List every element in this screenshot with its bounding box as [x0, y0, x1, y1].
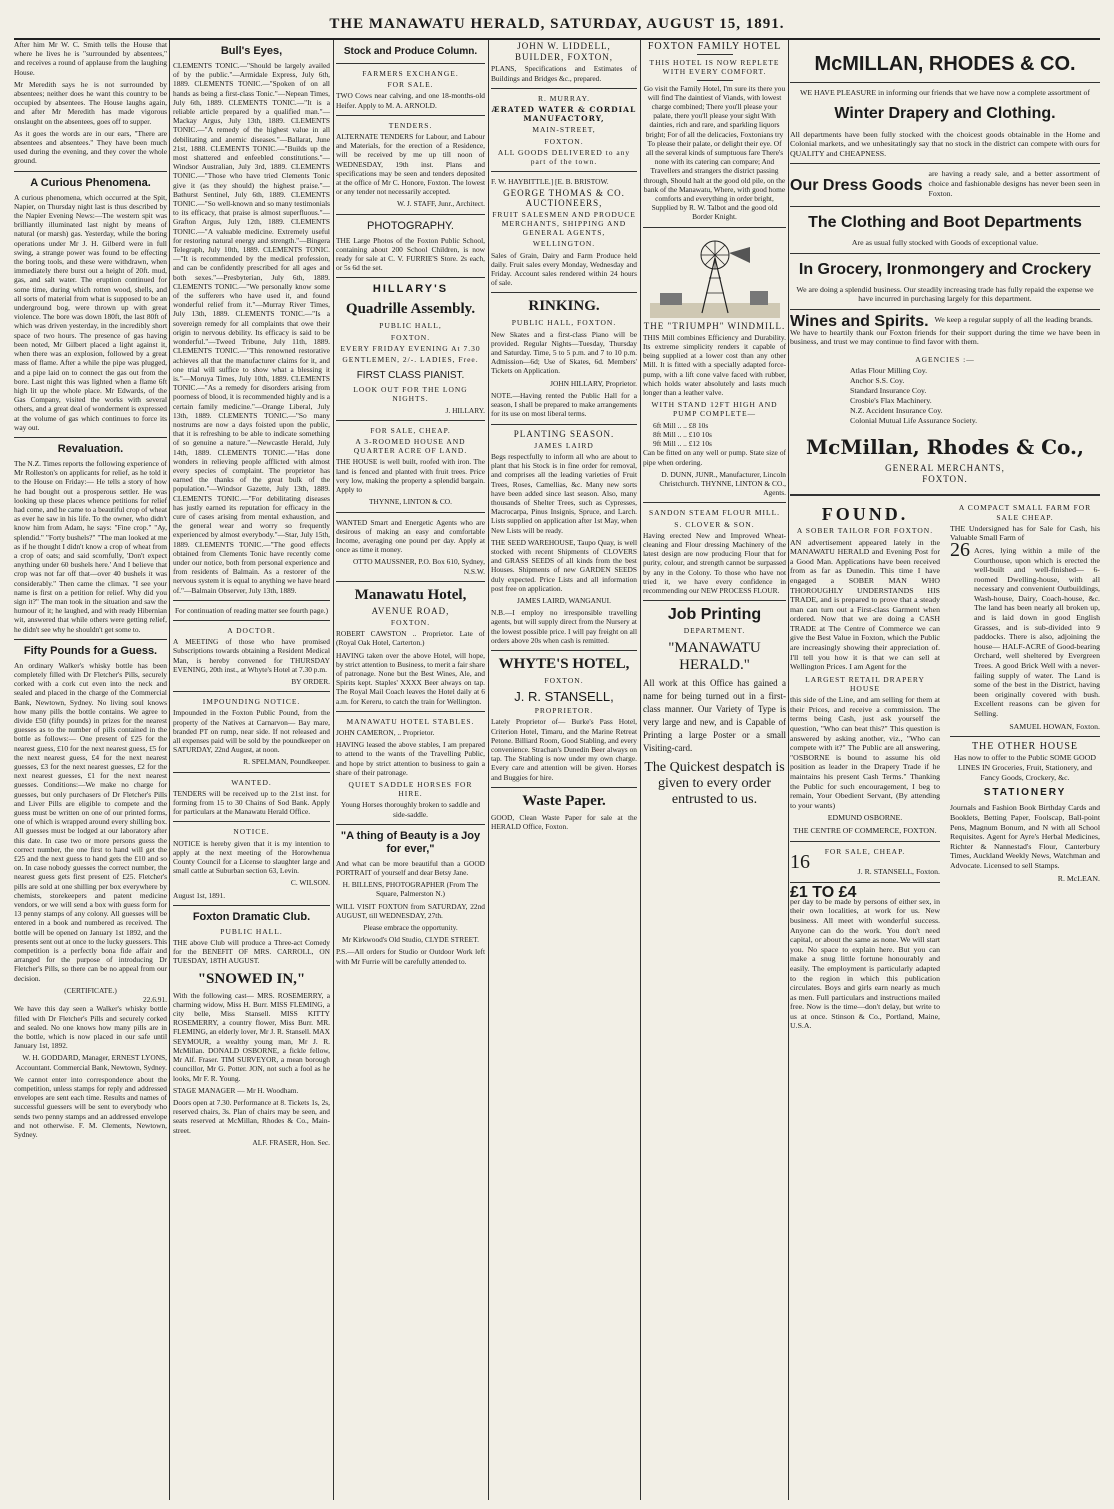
column-4	[491, 40, 637, 1502]
divider	[491, 171, 637, 172]
farmers-exchange: FARMERS EXCHANGE.	[362, 69, 459, 78]
divider	[173, 905, 330, 906]
divider	[336, 711, 485, 712]
agency-item: N.Z. Accident Insurance Coy.	[850, 405, 943, 415]
auctioneers-body: Sales of Grain, Dairy and Farm Produce held daily. Fruit sales every Monday, Wednesday and Friday. Account sales rendered within 24 hours of sale.	[491, 250, 637, 288]
billens-visit: WILL VISIT FOXTON from SATURDAY, 22nd AUGUST, till WEDNESDAY, 27th.	[336, 901, 485, 920]
main-street: MAIN-STREET,	[532, 125, 596, 135]
auctioneers-sub: FRUIT SALESMEN AND PRODUCE MERCHANTS, SHIPPING AND GENERAL AGENTS,	[492, 209, 636, 238]
farm-heading: A COMPACT SMALL FARM FOR SALE CHEAP.	[958, 503, 1092, 522]
wines-side: We keep a regular supply of all the leading brands.	[934, 314, 1093, 324]
certificate-date: 22.6.91.	[142, 995, 167, 1005]
divider	[643, 502, 786, 503]
revaluation-body: The N.Z. Times reports the following experience of Mr Rolleston's on applicants for relief, as he told it to the House on Friday:— He tells a story of how he had bought out a prosperous settler. He was looking up these places whence petitions for relief had come, and he came to a beautiful crop of wheat as ever he saw in his life. To the owner, who didn't know him from Adam, he says: "Fine crop." "Ay, splendid." "Forty bushels?" "The man looked at me as if he thought I didn't know a crop of wheat from a crop of oats; and said scornfully, 'Don't expect anything under 60 bushels here.' And I believe that crop was not far off that—over 40 bushels it was considerably." Then came the climax. "I see your name is first on a petition for relief. Why did you sign it?" The man took in the situation and saw the humour of it; he laughed, and with ready Hibernian wit, answered that while others were getting relief, he didn't see why he shouldn't get some to.	[14, 458, 167, 634]
sandon-body: Having erected New and Improved Wheat-cleaning and Flour dressing Machinery of the latest design are now producing Flour that for purity, colour, and strength cannot be surpassed by any in the Colony. To those who have not tried it, we have every confidence in recommending our NEW PROCESS FLOUR.	[643, 530, 786, 595]
rinking-body: New Skates and a first-class Piano will be provided. Regular Nights—Tuesday, Thursday and Saturday. Time, 5 to 5 p.m. and 7 to 10 p.m. Admission—6d; Use of Skates, 6d. Members' Tickets on Application.	[491, 329, 637, 376]
mill-fitted: Can be fitted on any well or pump. State size of pipe when ordering.	[643, 448, 786, 467]
divider	[697, 80, 733, 81]
article-goes-on: As it goes the words are in our ears, "There are absentees and absentees." They have been much used during the evening, and they cover the whole ground.	[14, 128, 167, 166]
largest-drapery: LARGEST RETAIL DRAPERY HOUSE	[805, 674, 925, 694]
divider	[173, 620, 330, 621]
tenders-heading: TENDERS.	[388, 120, 433, 130]
divider	[491, 88, 637, 89]
auctioneers-names: F. W. HAYBITTLE.] [E. B. BRISTOW.	[491, 177, 609, 187]
divider	[643, 227, 786, 228]
certificate-signature: W. H. GODDARD, Manager, ERNEST LYONS, Accountant. Commercial Bank, Newtown, Sydney.	[15, 1053, 167, 1072]
mcmillan-intro: WE HAVE PLEASURE in informing our friends that we have now a complete assortment of	[799, 88, 1090, 97]
found-body-2: this side of the Line, and am selling for them at their Prices, and receive a commission. The terms being Cash, just ask yourself the question, "Who can beat this?" This question is answered by asking another, viz., "Who can compete with it?" The Public are all answering, "OSBORNE is bound to assume his old position as leader in the Drapery Trade if he maintains his present Cash Terms." Thanking the Public for such encouragement, I beg to remain, Your Obedient Servant, (By attending to your wants)	[790, 695, 940, 810]
wanted-body: TENDERS will be received up to the 21st inst. for forming from 15 to 30 Chains of Sod Bank. Apply for particulars at the Manawatu Herald Office.	[173, 788, 330, 817]
stables-body: HAVING leased the above stables, I am prepared to attend to the wants of the Travelling Public, and hope by strict attention to business to gain a share of their patronage.	[336, 740, 485, 777]
hotel-poem: Go visit the Family Hotel, I'm sure its there you will find The daintiest of Viands, with lowest charge combined; There you'll please your palate, there you'll please your sight With dainties, rich and rare, and sparkling liquors bright; For of all the delicacies, Foxtonians try To please their palate, or delight their eye. Of all the several kinds of sumptuous fare There's none with its catering can compare; And Travellers and strangers the district passing through, Should halt at the good old pile, on the bank of the Manawatu, Where, with good home comforts and everything in order bright, Supplied by R. W. Talbot and the good old Border Knight.	[643, 83, 786, 222]
manawatu-hotel-heading: Manawatu Hotel,	[354, 586, 467, 603]
billens-please: Please embrace the opportunity.	[363, 923, 458, 932]
divider	[790, 163, 1100, 164]
continuation-note: For continuation of reading matter see fourth page.)	[174, 605, 329, 615]
divider	[336, 581, 485, 582]
column-divider	[333, 40, 334, 1500]
winter-drapery-heading: Winter Drapery and Clothing.	[834, 104, 1056, 122]
divider	[790, 841, 940, 842]
found-body: AN advertisement appeared lately in the MANAWATU HERALD and Evening Post for a Good Man. Applications have been received from as far as Dunedin. This time I have engaged a SOBER MAN WHO THOROUGHLY UNDERSTANDS HIS TRADE, and is prepared to prove that a steady man can turn out a First-class Garment when ordered. Now that we are doing a CASH TRADE at The Centre of Commerce we can give the Best Value in Foxton, which the Public are increasingly showing their appreciation of. I'll tell you how it is that we can sell at Wellington Prices. I am Agent for the	[790, 537, 940, 672]
phenomena-body: A curious phenomena, which occurred at the Spit, Napier, on Thursday night last is thus described by the Napier Evening News:—The western spit was brilliantly illuminated last night by means of natural (or marsh) gas. Yesterday, while the boring operations under Mr J. H. Gilberd were in full swing, a strange power was found to be effecting the boring tools, and these were withdrawn, when immediately there burst out a height of 20ft. mud, gas, and salt water. The eruption continued for some time, during which rotten wood, shells, and all sorts of material from what is supposed to be an underground bog, were thrown up with great violence. The bore was down 180ft, the last 80ft of which was driven yesterday, in the incredibly short space of two hours. The presence of gas having been noted, Mr Gilbert placed a light against it, when there was an explosion, followed by a great mass of flame. After a while the pipe was plugged, and a pipe laid on to connect the gas out from the bore. Last night this was lighted when a flame 6ft high lit up the whole place. Mr Edwards, of the Gas Company, visited the works with several others, and a great deal of wonderment is expressed at the volume of gas which continues to force its way out.	[14, 192, 167, 432]
impounding-heading: IMPOUNDING NOTICE.	[202, 697, 301, 707]
quadrille-prices: GENTLEMEN, 2/-. LADIES, Free.	[342, 355, 479, 365]
stock-column-heading: Stock and Produce Column.	[343, 46, 478, 57]
dramatic-hall: PUBLIC HALL.	[220, 926, 283, 936]
mill-price-row: 8ft Mill .. .. £10 10s	[653, 429, 712, 439]
dramatic-club-heading: Foxton Dramatic Club.	[192, 910, 311, 923]
divider	[173, 691, 330, 692]
other-house-body: Has now to offer to the Public SOME GOOD LINES IN Groceries, Fruit, Stationery, and Fancy Goods, Crockery, &c.	[954, 753, 1096, 782]
quadrille-heading: Quadrille Assembly.	[345, 301, 476, 318]
divider	[491, 424, 637, 425]
beauty-heading: "A thing of Beauty is a Joy for ever,"	[340, 829, 481, 855]
quadrille-when: EVERY FRIDAY EVENING At 7.30	[340, 343, 481, 353]
osborne-name: EDMUND OSBORNE.	[827, 813, 903, 823]
rinking-heading: RINKING.	[528, 298, 600, 315]
wanted-heading: WANTED.	[231, 777, 272, 787]
doctor-body: A MEETING of those who have promised Subscriptions towards obtaining a Resident Medical Man, is hereby convened for THURSDAY EVENING, 20th inst., at Whyte's Hotel at 7.30 p.m.	[173, 637, 330, 674]
for-sale-cheap: FOR SALE, CHEAP.	[824, 846, 906, 856]
hotel-place: FOXTON.	[390, 617, 431, 627]
column-divider	[788, 40, 789, 1500]
lower-columns	[790, 501, 1100, 1034]
quickest-despatch: The Quickest despatch is given to every order entrusted to us.	[644, 760, 785, 808]
murray-name: R. MURRAY.	[538, 93, 590, 103]
planting-heading: PLANTING SEASON.	[513, 428, 615, 439]
fifty-pounds-heading: Fifty Pounds for a Guess.	[23, 644, 158, 657]
saddle-horses: QUIET SADDLE HORSES FOR HIRE.	[348, 779, 473, 799]
snowed-in-title: "SNOWED IN,"	[197, 970, 306, 987]
divider	[14, 639, 167, 640]
divider	[336, 214, 485, 215]
stage-manager: STAGE MANAGER — Mr H. Woodham.	[173, 1085, 299, 1095]
stansell-proprietor: PROPRIETOR.	[534, 706, 594, 716]
farm-body-2: Acres, lying within a mile of the Courthouse, upon which is erected the well-built and well-finished— 6-roomed Dwelling-house, with all necessary and convenient Outbuildings, Wash-house, Dairy, Coach-house, &c. The land has been nearly all broken up, and is laid down in good English Grasses, and is sub-divided into 9 paddocks. There is also, adjoining the house— HALF-ACRE of Good-bearing Orchard, well sheltered by Evergreen Trees. A good Brick Well with a never-failing supply of water. The Land is some of the best in the District, having been originally covered with bush. Excellent reasons can be given for Selling.	[974, 545, 1100, 719]
divider	[697, 54, 733, 55]
mcmillan-place: FOXTON.	[922, 474, 968, 485]
divider	[336, 420, 485, 421]
farm-body: THE Undersigned has for Sale for Cash, his Valuable Small Farm of	[950, 523, 1100, 543]
divider	[336, 115, 485, 116]
for-sale-label: FOR SALE.	[387, 80, 434, 90]
competition-closing: We cannot enter into correspondence about the competition, unless stamps for reply and addressed envelopes are sent each time. Results and names of successful guessers will be sent to everybody who sends two penny stamps and an addressed envelope and not otherwise. F. M. Clements, Newtown, Sydney.	[14, 1074, 167, 1139]
divider	[790, 494, 1100, 496]
mclean-signature: R. McLEAN.	[1057, 873, 1100, 883]
stansell-body: Lately Proprietor of— Burke's Pass Hotel, Criterion Hotel, Timaru, and the Marine Retreat Petone. Billiard Room, Good Stabling, and every convenience. Strachan's Dunedin Beer always on tap. The Stabling is now under my own charge. Every care and attention will be given. Horses and Buggies for hire.	[491, 717, 637, 782]
divider	[336, 277, 485, 278]
dramatic-body: THE above Club will produce a Three-act Comedy for the BENEFIT OF MRS. CARROLL, ON TUESDAY, 18TH AUGUST.	[173, 938, 330, 966]
money-body: per day to be made by persons of either sex, in their own localities, at work for us. New business. All meet with wonderful success. Anyone can do the work. You don't need capital, or about the same as none. We will start you. No space to explain here. But you can make a snug little fortune honourably and easily. The employment is particularly adapted to the region in which this publication circulates. Boys and girls earn nearly as much as men. Full particulars and instructions mailed free. Now is the time—don't delay, but write to us at once. Stinson & Co., Portland, Maine, U.S.A.	[790, 896, 940, 1031]
liddell-body: PLANS, Specifications and Estimates of Buildings and Bridges &c., prepared.	[491, 64, 637, 83]
general-merchants: GENERAL MERCHANTS,	[885, 462, 1005, 473]
farm-acres-number: 26	[950, 538, 970, 561]
column-divider	[169, 40, 170, 1500]
revaluation-heading: Revaluation.	[57, 442, 124, 455]
clothing-heading: The Clothing and Boot Departments	[808, 214, 1082, 232]
aerated-water-heading: ÆRATED WATER & CORDIAL MANUFACTORY,	[491, 105, 637, 124]
column-5	[643, 40, 786, 1502]
article-intro: After him Mr W. C. Smith tells the House that where he lives he is "surrounded by absentees," and receives a round of applause from the laughing House.	[14, 40, 167, 77]
stables-proprietor: JOHN CAMERON, .. Proprietor.	[336, 727, 435, 737]
dress-goods-row	[790, 169, 1100, 201]
tailor-sub: A SOBER TAILOR FOR FOXTON.	[796, 526, 934, 536]
goods-delivered: ALL GOODS DELIVERED to any part of the town.	[497, 147, 631, 167]
certificate-body: We have this day seen a Walker's whisky bottle filled with Dr Fletcher's Pills and securely corked and sealed. No one knows how many pills are in the bottle, which is now placed in our safe until January 1st, 1892.	[14, 1004, 167, 1051]
tenders-signature: W. J. STAFF, Junr., Architect.	[396, 199, 485, 209]
divider	[336, 512, 485, 513]
notice-date: August 1st, 1891.	[173, 890, 226, 900]
lower-left-column	[790, 501, 940, 1034]
dunn-signature: D. DUNN, JUNR., Manufacturer, Lincoln Christchurch. THYNNE, LINTON & CO., Agents.	[659, 469, 786, 498]
masthead	[0, 10, 1114, 36]
liddell-name: JOHN W. LIDDELL,	[517, 41, 611, 51]
lower-right-column	[950, 501, 1100, 1034]
divider	[491, 292, 637, 293]
notice-body: NOTICE is hereby given that it is my intention to apply at the next meeting of the Horowhenua County Council for a License to slaughter large and small cattle at Suburban section 63, Levin.	[173, 838, 330, 876]
laird-signature: JAMES LAIRD, WANGANUI.	[517, 595, 611, 605]
mill-price-row: 9ft Mill .. .. £12 10s	[653, 439, 712, 449]
agency-item: Crosbie's Flax Machinery.	[850, 395, 932, 405]
agency-item: Atlas Flour Milling Coy.	[850, 365, 928, 375]
clover-name: S. CLOVER & SON.	[674, 519, 755, 529]
doctor-heading: A DOCTOR.	[227, 625, 276, 635]
notice-signature: C. WILSON.	[290, 878, 330, 888]
divider	[491, 650, 637, 651]
column-1	[14, 40, 167, 1502]
triumph-heading: THE "TRIUMPH" WINDMILL.	[643, 320, 786, 331]
divider	[790, 206, 1100, 207]
column-divider	[640, 40, 641, 1500]
engine-number: 16	[790, 850, 810, 873]
divider	[14, 171, 167, 172]
divider	[491, 787, 637, 788]
article-meredith: Mr Meredith says he is not surrounded by absentees; neither does he want this country to be occupied by absentees. The House laughs again, and after Mr Meredith has made vigorous onslaught on the absentees, goes off to supper.	[14, 79, 167, 126]
saddle-body: Young Horses thoroughly broken to saddle and side-saddle.	[340, 800, 481, 819]
cheap-body: THE HOUSE is well built, roofed with iron. The land is fenced and planted with fruit trees. Price very low, making the property a splendid bargain. Apply to	[336, 457, 485, 495]
mcmillan-footer-heading: McMillan, Rhodes & Co.,	[806, 434, 1084, 459]
column-2	[173, 40, 330, 1502]
family-hotel-heading: FOXTON FAMILY HOTEL	[647, 41, 782, 52]
rinking-hall: PUBLIC HALL, FOXTON.	[511, 318, 617, 328]
divider	[336, 63, 485, 64]
hotel-body: HAVING taken over the above Hotel, will hope, by strict attention to Business, to merit a fair share of patronage. None but the Best Wines, Ale, and Spirits kept. Staples' XXXX Beer always on tap. The Royal Mail Coach leaves the Hotel daily at 6 a.m. for Kereru, to catch the train for Wellington.	[336, 650, 485, 706]
hillary-heading: HILLARY'S	[372, 283, 449, 296]
farm-signature: SAMUEL HOWAN, Foxton.	[1009, 721, 1100, 731]
agencies-heading: AGENCIES :—	[915, 354, 975, 364]
hotel-replete: THIS HOTEL IS NOW REPLETE WITH EVERY COMFORT.	[649, 58, 780, 77]
triumph-body: THIS Mill combines Efficiency and Durability. Its extreme simplicity renders it capable of being supplied at a lower cost than any other Mill. It is fitted with a specially adapted force-pump, with a lift cone valve faced with rubber, which holds water absolutely and lasts much longer than a leather valve.	[643, 332, 786, 398]
divider	[173, 821, 330, 822]
auctioneers-heading: GEORGE THOMAS & CO. AUCTIONEERS,	[503, 188, 625, 208]
quadrille-signature: J. HILLARY.	[445, 405, 485, 415]
wines-body: We have to heartily thank our Foxton friends for their support during the time we have been in business, and trust we may continue to find favor with them.	[790, 327, 1100, 347]
agencies-list	[790, 366, 1100, 426]
grocery-body: We are doing a splendid business. Our steadily increasing trade has fully repaid the expense we have incurred in purchasing largely for this department.	[796, 284, 1094, 304]
hotel-road: AVENUE ROAD,	[371, 605, 450, 616]
billens-name: H. BILLENS, PHOTOGRAPHER (From The Square, Palmerston N.)	[342, 880, 479, 899]
fifty-pounds-body: An ordinary Walker's whisky bottle has been completely filled with Dr Fletcher's Pills, securely corked with a cork cut even into the neck and sealed and placed in the charge of the Commercial Bank, Newtown, Sydney. No living soul knows how many pills the bottle contains. We agree to divide £50 (fifty pounds) in prizes for the nearest guesses as to the number of pills contained in the bottle as follows:— One present of £25 for the nearest guess, £10 for the next nearest guess, £5 for the next nearest guess, £4 for the next nearest guesses, £3 for the next nearest guesses, £2 for the next nearest guesses, £1 for the next nearest guesses. Conditions:—We make no charge for guesses, but only purchasers of Dr Fletcher's Pills and Liver Pills are eligible to compete and the guess must be written on one of our printed forms, one of which is wrapped around every shilling box. All guesses must be lodged at our laboratory after this date. In case two or more persons guess the correct number, the one first to hand will get the £25 and the next guess to hand gets the £10 and so on. In case nobody guesses the correct number, the nearest guess gets first present of £25. Fletcher's pills are sold at one shilling per box everywhere by chemists, storekeepers and patent medicine vendors, or we will send a box with guess form for 13 penny stamps of any colony. All guesses will be entered in a book and numbered as received. The bottle will be opened on January 1st 1892, and the presents sent out at once to the lucky guessers. This competition is a perfectly bona fide affair and arranged for the purpose of introducing Dr Fletcher's Pills, so there can be no appeal from our decision.	[14, 660, 167, 983]
billens-studio: Mr Kirkwood's Old Studio, CLYDE STREET.	[342, 935, 479, 945]
waste-paper-body: GOOD, Clean Waste Paper for sale at the HERALD Office, Foxton.	[491, 812, 637, 831]
photography-heading: PHOTOGRAPHY.	[366, 219, 454, 232]
for-sale-cheap-heading: FOR SALE, CHEAP.	[370, 425, 451, 435]
rinking-signature: JOHN HILLARY, Proprietor.	[550, 378, 637, 388]
found-heading: FOUND.	[821, 504, 909, 525]
wines-heading: Wines and Spirits.	[790, 312, 929, 330]
laird-name: JAMES LAIRD	[534, 440, 594, 450]
winter-body: All departments have been fully stocked with the choicest goods obtainable in the Home and Colonial markets, and we unhesitatingly say that no stock in the district can compete with ours for QUALITY and CHEAPNESS.	[790, 129, 1100, 158]
column-6	[790, 40, 1100, 1502]
hotel-proprietor: ROBERT CAWSTON .. Proprietor. Late of (Royal Oak Hotel, Carterton.)	[336, 629, 485, 648]
job-printing-dept: DEPARTMENT.	[683, 626, 746, 636]
cheap-signature: THYNNE, LINTON & CO.	[368, 497, 452, 507]
quadrille-hall: PUBLIC HALL,	[379, 321, 442, 331]
seed-body: THE SEED WAREHOUSE, Taupo Quay, is well stocked with recent Shipments of CLOVERS and GRASS SEEDS of all kinds from the best Houses. Shipments of new GARDEN SEEDS duly expected. Price Lists and all information post free on application.	[491, 537, 637, 593]
agency-item: Colonial Mutual Life Assurance Society.	[850, 415, 978, 425]
mcmillan-heading: McMILLAN, RHODES & CO.	[814, 53, 1076, 75]
cheap-house: A 3-ROOMED HOUSE AND QUARTER ACRE OF LAND.	[353, 437, 468, 456]
column-divider	[488, 40, 489, 1500]
stationery-body: Journals and Fashion Book Birthday Cards and Booklets, Betting Paper, Foolscap, Ball-point Pens, Magnum Bonum, and N with all School Requisites. Agent for Ayre's Herbal Medicines, Richter & Nannestad's Flour, Canterbury Times, Auckland Weekly News, Watchman and Advocate. Licensed to sell Stamps.	[950, 803, 1100, 870]
liddell-trade: BUILDER, FOXTON,	[514, 52, 614, 63]
herald-heading: "MANAWATU HERALD."	[668, 640, 761, 674]
engine-signature: J. R. STANSELL, Foxton.	[857, 866, 940, 876]
divider	[173, 600, 330, 601]
stansell-name: J. R. STANSELL,	[514, 689, 614, 705]
tenders-body: ALTERNATE TENDERS for Labour, and Labour and Materials, for the erection of a Residence, will be received by me up till noon of WEDNESDAY, 19th inst. Plans and specifications may be seen and tenders deposited at the office of Mr C. Honore, Foxton. The lowest or any tender not necessarily accepted.	[336, 132, 485, 197]
divider	[173, 772, 330, 773]
column-3	[336, 40, 485, 1502]
dramatic-signature: ALF. FRASER, Hon. Sec.	[252, 1137, 330, 1147]
bulls-eyes-heading: Bull's Eyes,	[220, 45, 283, 57]
beauty-body: And what can be more beautiful than a GOOD PORTRAIT of yourself and dear Betsy Jane.	[336, 858, 485, 877]
divider	[790, 253, 1100, 254]
quadrille-place: FOXTON.	[390, 332, 431, 342]
dress-goods-side: are having a ready sale, and a better assortment of choice and fashionable designs has never been seen in Foxton.	[928, 169, 1100, 198]
clothing-body: Are as usual fully stocked with Goods of exceptional value.	[851, 238, 1039, 248]
doctor-signature: BY ORDER.	[291, 677, 330, 686]
windmill-illustration	[650, 233, 780, 318]
planting-body: Begs respectfully to inform all who are about to plant that his Stock is in fine order for removal, and comprises all the leading varieties of Fruit Trees, Roses, Camellias, &c. Many new sorts have been added since last season. Also, many thousands of Shelter Trees, such as Cypresses, Macrocarpa, Pinus Insignis, Spruce, and Larch. Lists supplied on application after 1st May, when New Lists will be ready.	[491, 451, 637, 535]
mill-prices	[643, 421, 786, 449]
grocery-heading: In Grocery, Ironmongery and Crockery	[798, 260, 1092, 278]
pianist-line: FIRST CLASS PIANIST.	[356, 370, 465, 382]
phenomena-heading: A Curious Phenomena.	[30, 176, 151, 189]
bulls-eyes-body: CLEMENTS TONIC.—"Should be largely availed of by the public."—Armidale Express, July 6th, 1889. CLEMENTS TONIC.—"Spoken of on all hands as being a first-class Tonic."—Nepean Times, July 6th, 1889. CLEMENTS TONIC.—"It is a reliable article prepared by a qualified man."—Mackay Argus, July 13th, 1889. CLEMENTS TONIC.—"A remedy of the highest value in all debilitating and anemic diseases."—Ballarat, June 21st, 1888. CLEMENTS TONIC.—"Builds up the most shattered and enfeebled constitutions."—Windsor Australian, July 3rd, 1889. CLEMENTS TONIC.—"Those who have tried Clements Tonic give it (as they should) the highest praise."—Bathurst Sentinel, July 6th, 1889. CLEMENTS TONIC.—"So well-known and so many testimonials to its efficacy, that praise is almost superfluous."—Grafton Argus, July 12th, 1889. CLEMENTS TONIC.—"A valuable medicine. Extremely useful for restoring natural energy and strength."—Bingera Telegraph, July 10th, 1889. CLEMENTS TONIC.—"It is recommended by the medical profession, and can be confidently prescribed for all ages and both sexes."—Presbyterian, July 6th, 1889. CLEMENTS TONIC.—"We personally know some of the sufferers who have used it, and found wonderful relief from it."—Murray River Times, July 13th, 1889. CLEMENTS TONIC.—"Is a sovereign remedy for all complaints that owe their origin to nervous debility. Its efficacy is said to be wonderful."—Tweed Tribune, July 11th, 1889. CLEMENTS TONIC.—"This renowned restorative achieves all that the manufacturer claims for it, and one trial will suffice to show what a blessing it is."—Moruya Times, July 10th, 1889. CLEMENTS TONIC.—"As a remedy for disorders arising from poorness of blood, it is recommended highly and is a certain family medicine."—Orange Liberal, July 13th, 1889. CLEMENTS TONIC.—"So many nostrums are now a days foisted upon the public, that it is refreshing to be able to indicate something of so genuine a nature."—Newcastle Herald, July 14th, 1889. CLEMENTS TONIC.—"Has done wonders in relieving people afflicted with almost every species of complaint. The proprietor has earned the thanks of the great bulk of the population."—Windsor Gazette, July 13th, 1889. CLEMENTS TONIC.—"For debilitating diseases has justly earned its reputation for efficacy in the cure of cases arising from mental exhaustion, and the general wear and worry so frequently experienced by almost everybody."—Star, July 15th, 1889. CLEMENTS TONIC.—"The good effects obtained from Clements Tonic have recently come under our notice, both from personal experience and from residents of Balmain. As a restorer of the nervous system it is equal to anything we have heard of."—Balmain Observer, July 13th, 1889.	[173, 61, 330, 595]
laird-note: N.B.—I employ no irresponsible travelling agents, but will supply direct from the Nursery at the lowest possible price. I will pay freight on all orders above 20s when cash is remitted.	[491, 608, 637, 645]
divider	[790, 309, 1100, 310]
divider	[950, 736, 1100, 737]
whytes-place: FOXTON.	[544, 675, 584, 685]
murray-place: FOXTON.	[544, 136, 584, 146]
quadrille-look-out: LOOK OUT FOR THE LONG NIGHTS.	[353, 385, 468, 404]
billens-ps: P.S.—All orders for Studio or Outdoor Work left with Mr Furrie will be carefully attended to.	[336, 947, 485, 966]
agents-wanted-body: WANTED Smart and Energetic Agents who are desirous of making an easy and comfortable Income, averaging one pound per day. Apply at once as time it money.	[336, 517, 485, 555]
whytes-hotel-heading: WHYTE'S HOTEL,	[498, 655, 630, 672]
centre-commerce: THE CENTRE OF COMMERCE, FOXTON.	[793, 825, 937, 835]
divider	[336, 824, 485, 825]
divider	[790, 882, 940, 883]
photography-body: THE Large Photos of the Foxton Public School, containing about 200 School Children, is now ready for sale at C. V. FURRIE'S Store. 2s each, or 5s 6d the set.	[336, 235, 485, 273]
impounding-signature: R. SPELMAN, Poundkeeper.	[243, 757, 330, 767]
divider	[790, 82, 1100, 83]
newspaper-title: THE MANAWATU HERALD, SATURDAY, AUGUST 15, 1891.	[329, 16, 785, 32]
rinking-note: NOTE.—Having rented the Public Hall for a season, I shall be prepared to make arrangements for its use on most liberal terms.	[491, 390, 637, 419]
wines-row	[790, 312, 1100, 330]
impounding-body: Impounded in the Foxton Public Pound, from the property of the Natives at Carnarvon— Bay mare, branded PT on rump, near side. If not released and all expenses paid will be sold by the poundkeeper on SATURDAY, 22nd August, at noon.	[173, 708, 330, 755]
agency-item: Standard Insurance Coy.	[850, 385, 927, 395]
stand-heading: WITH STAND 12FT HIGH AND PUMP COMPLETE—	[651, 400, 778, 419]
agency-item: Anchor S.S. Coy.	[850, 375, 905, 385]
doors-info: Doors open at 7.30. Performance at 8. Tickets 1s, 2s, reserved chairs, 3s. Plan of chairs may be seen, and seats reserved at McMillan, Rhodes & Co., Main-street.	[173, 1097, 330, 1135]
waste-paper-heading: Waste Paper.	[522, 792, 606, 809]
mill-price-row: 6ft Mill .. .. £8 10s	[653, 420, 709, 430]
dress-goods-heading: Our Dress Goods	[790, 176, 923, 194]
stock-body: TWO Cows near calving, and one 18-months-old Heifer. Apply to M. A. ARNOLD.	[336, 91, 485, 110]
agents-wanted-signature: OTTO MAUSSNER, P.O. Box 610, Sydney, N.S.W.	[352, 557, 485, 576]
herald-body: All work at this Office has gained a name for being turned out in a first-class manner. Our Variety of Type is very large and new, and is Capable of Printing a large Poster or a small Visiting-card.	[643, 678, 786, 754]
divider	[643, 600, 786, 601]
other-house-heading: THE OTHER HOUSE	[971, 741, 1079, 753]
job-printing-heading: Job Printing	[667, 606, 762, 624]
certificate-heading: (CERTIFICATE.)	[64, 985, 117, 995]
money-heading: £1 TO £4	[790, 883, 857, 901]
farm-row	[950, 538, 1100, 722]
dramatic-cast: With the following cast— MRS. ROSEMERRY, a charming widow, Miss H. Burr. MISS FLEMING, a city belle, Miss Stansell. MISS KITTY ROSEMERRY, a country flower, Miss Burr. MR. FLEMING, an elderly lover, Mr J. R. Stansell. MAX SEYMOUR, a wealthy young man, Mr J. R. McMillan. DONALD OSBORNE, a fickle fellow, Mr Alf. Fraser. TIM SURVEYOR, a mean borough councillor, Mr G. Potter. JON, not such a fool as he looks, Mr F. R. Young.	[173, 990, 330, 1083]
stables-heading: MANAWATU HOTEL STABLES.	[346, 716, 475, 726]
divider	[14, 437, 167, 438]
auctioneers-place: WELLINGTON.	[532, 239, 596, 249]
stationery-heading: STATIONERY	[983, 787, 1067, 799]
sandon-heading: SANDON STEAM FLOUR MILL.	[648, 508, 781, 518]
notice-heading: NOTICE.	[233, 827, 270, 837]
